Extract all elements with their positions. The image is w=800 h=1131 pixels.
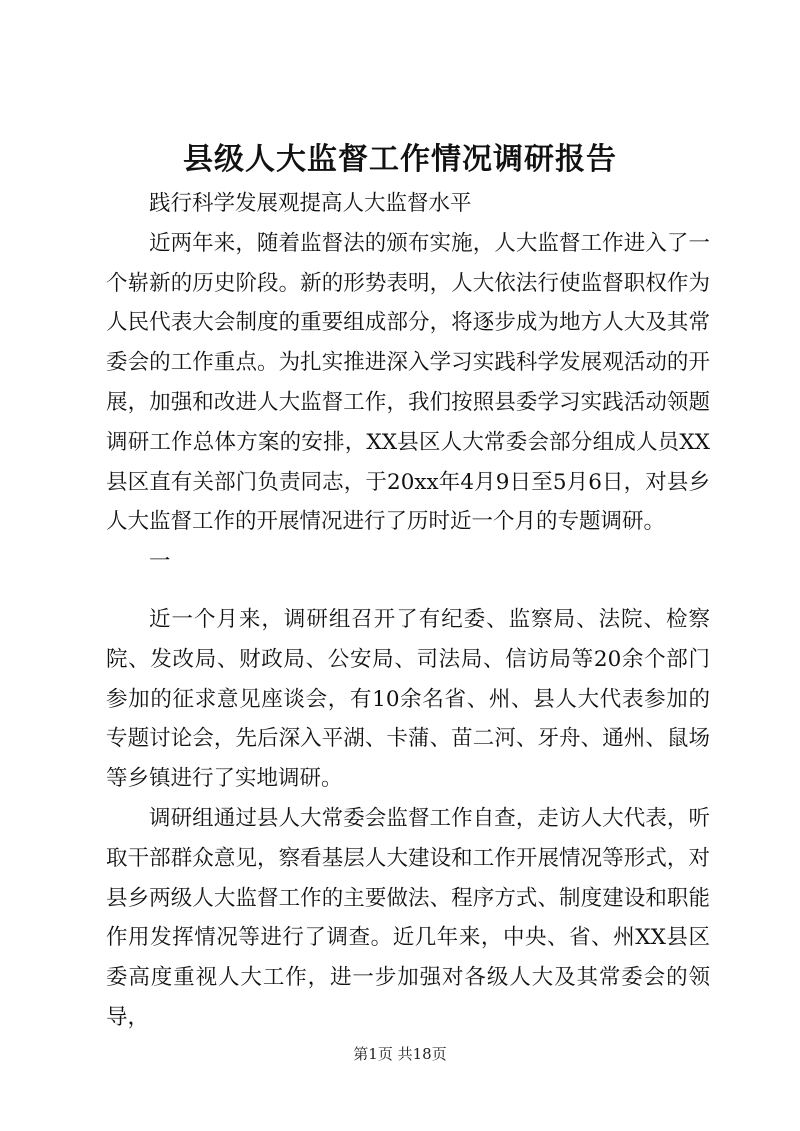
- document-title: 县级人大监督工作情况调研报告: [183, 142, 617, 177]
- body-paragraph: 调研组通过县人大常委会监督工作自查，走访人大代表，听取干部群众意见，察看基层人大建设和工作开展情况等形式，对县乡两级人大监督工作的主要做法、程序方式、制度建设和职能作用发挥情况等进行了调查。近几年来，中央、省、州XX县区委高度重视人大工作，进一步加强对各级人大及其常委会的领导，: [106, 805, 710, 1030]
- subtitle-paragraph: 践行科学发展观提高人大监督水平: [149, 191, 472, 216]
- body-paragraph: 近一个月来，调研组召开了有纪委、监察局、法院、检察院、发改局、财政局、公安局、司法局、信访局等20余个部门参加的征求意见座谈会，有10余名省、州、县人大代表参加的专题讨论会，先后深入平湖、卡蒲、苗二河、牙舟、通州、鼠场等乡镇进行了实地调研。: [106, 606, 710, 792]
- section-number: 一: [149, 549, 171, 575]
- document-body: [106, 184, 710, 1038]
- body-paragraph: 近两年来，随着监督法的颁布实施，人大监督工作进入了一个崭新的历史阶段。新的形势表明，人大依法行使监督职权作为人民代表大会制度的重要组成部分，将逐步成为地方人大及其常委会的工作重点。为扎实推进深入学习实践科学发展观活动的开展，加强和改进人大监督工作，我们按照县委学习实践活动领题调研工作总体方案的安排，XX县区人大常委会部分组成人员XX县区直有关部门负责同志，于20xx年4月9日至5月6日，对县乡人大监督工作的开展情况进行了历时近一个月的专题调研。: [106, 230, 710, 535]
- page-number-footer: 第1页 共18页: [353, 1045, 447, 1063]
